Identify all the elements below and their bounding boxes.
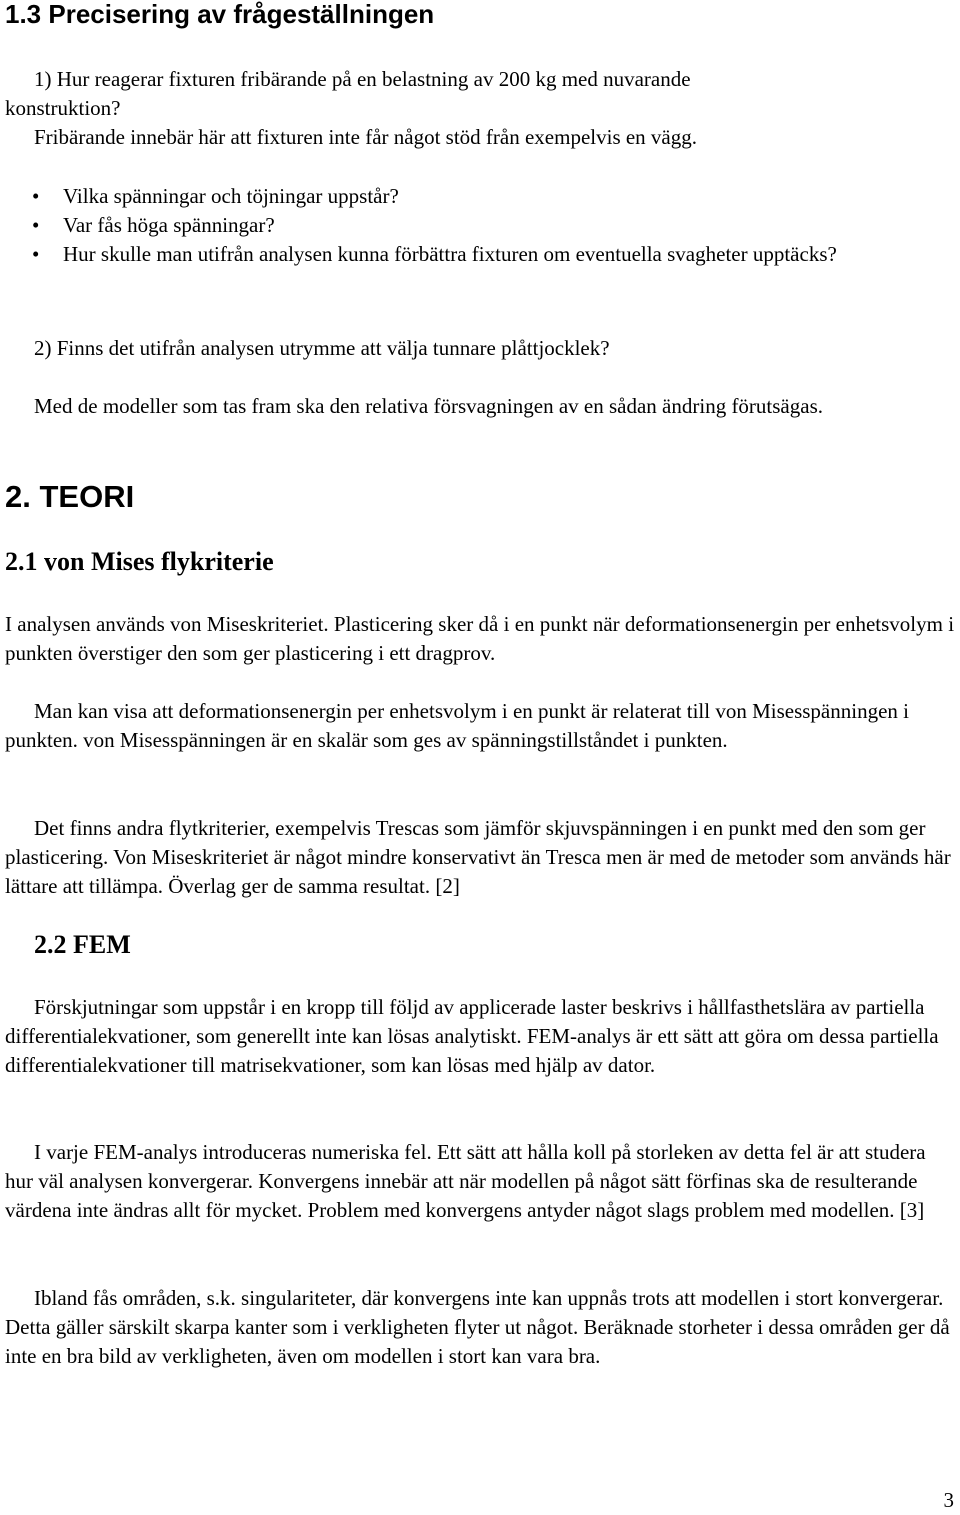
question-1-line2: konstruktion? bbox=[5, 96, 121, 120]
question-1-bullet-list bbox=[5, 182, 957, 269]
list-item bbox=[5, 211, 957, 240]
bullet-icon: • bbox=[32, 213, 40, 237]
paragraph-text: Förskjutningar som uppstår i en kropp till följd av applicerade laster beskrivs i hållfasthetslära av partiella differentialekvationer, som generellt inte kan lösas analytiskt. FEM-analys är ett sätt att göra om dessa partiella differentialekvationer till matrisekvationer, som kan lösas med hjälp av dator. bbox=[5, 995, 939, 1077]
list-item bbox=[5, 182, 957, 211]
question-1-note: Fribärande innebär här att fixturen inte får något stöd från exempelvis en vägg. bbox=[34, 125, 698, 149]
list-item bbox=[5, 240, 957, 269]
section-heading-2-2 bbox=[5, 929, 131, 961]
bullet-text: Hur skulle man utifrån analysen kunna förbättra fixturen om eventuella svagheter upptäcks? bbox=[63, 242, 837, 266]
question-2-note bbox=[5, 392, 957, 421]
von-mises-paragraph-1 bbox=[5, 610, 957, 668]
page-number: 3 bbox=[943, 1488, 954, 1512]
von-mises-paragraph-2 bbox=[5, 697, 957, 755]
von-mises-paragraph-3 bbox=[5, 814, 957, 901]
section-heading-2: 2. TEORI bbox=[5, 479, 135, 514]
fem-paragraph-2 bbox=[5, 1138, 957, 1225]
paragraph-text: I analysen används von Miseskriteriet. Plasticering sker då i en punkt när deformationsenergin per enhetsvolym i punkten överstiger den som ger plasticering i ett dragprov. bbox=[5, 612, 955, 665]
bullet-icon: • bbox=[32, 242, 40, 266]
fem-paragraph-1 bbox=[5, 993, 957, 1080]
bullet-text: Vilka spänningar och töjningar uppstår? bbox=[63, 184, 399, 208]
section-heading-1-3: 1.3 Precisering av frågeställningen bbox=[5, 0, 435, 29]
question-2 bbox=[5, 334, 957, 363]
question-2-text: 2) Finns det utifrån analysen utrymme att välja tunnare plåttjocklek? bbox=[34, 336, 610, 360]
paragraph-text: Det finns andra flytkriterier, exempelvis Trescas som jämför skjuvspänningen i en punkt med den som ger plasticering. Von Miseskriteriet är något mindre konservativt än Tresca men är med de metoder som används här lättare att tillämpa. Överlag ger de samma resultat. [2] bbox=[5, 816, 951, 898]
fem-paragraph-3 bbox=[5, 1284, 957, 1371]
question-1-line1: 1) Hur reagerar fixturen fribärande på en belastning av 200 kg med nuvarande bbox=[34, 67, 691, 91]
bullet-icon: • bbox=[32, 184, 40, 208]
bullet-text: Var fås höga spänningar? bbox=[63, 213, 275, 237]
question-2-note-text: Med de modeller som tas fram ska den relativa försvagningen av en sådan ändring förutsägas. bbox=[34, 394, 823, 418]
paragraph-text: I varje FEM-analys introduceras numeriska fel. Ett sätt att hålla koll på storleken av detta fel är att studera hur väl analysen konvergerar. Konvergens innebär att när modellen på något sätt förfinas ska de resulterande värdena inte ändras allt för mycket. Problem med konvergens antyder något slags problem med modellen. [3] bbox=[5, 1140, 926, 1222]
paragraph-text: Ibland fås områden, s.k. singulariteter, där konvergens inte kan uppnås trots att modellen i stort konvergerar. Detta gäller särskilt skarpa kanter som i verkligheten flyter ut något. Beräknade storheter i dessa områden ger då inte en bra bild av verkligheten, även om modellen i stort kan vara bra. bbox=[5, 1286, 950, 1368]
paragraph-text: Man kan visa att deformationsenergin per enhetsvolym i en punkt är relaterat till von Misesspänningen i punkten. von Misesspänningen är en skalär som ges av spänningstillståndet i punkten. bbox=[5, 699, 909, 752]
section-heading-2-2-text: 2.2 FEM bbox=[34, 930, 131, 959]
question-1 bbox=[5, 65, 957, 152]
section-heading-2-1: 2.1 von Mises flykriterie bbox=[5, 547, 274, 576]
